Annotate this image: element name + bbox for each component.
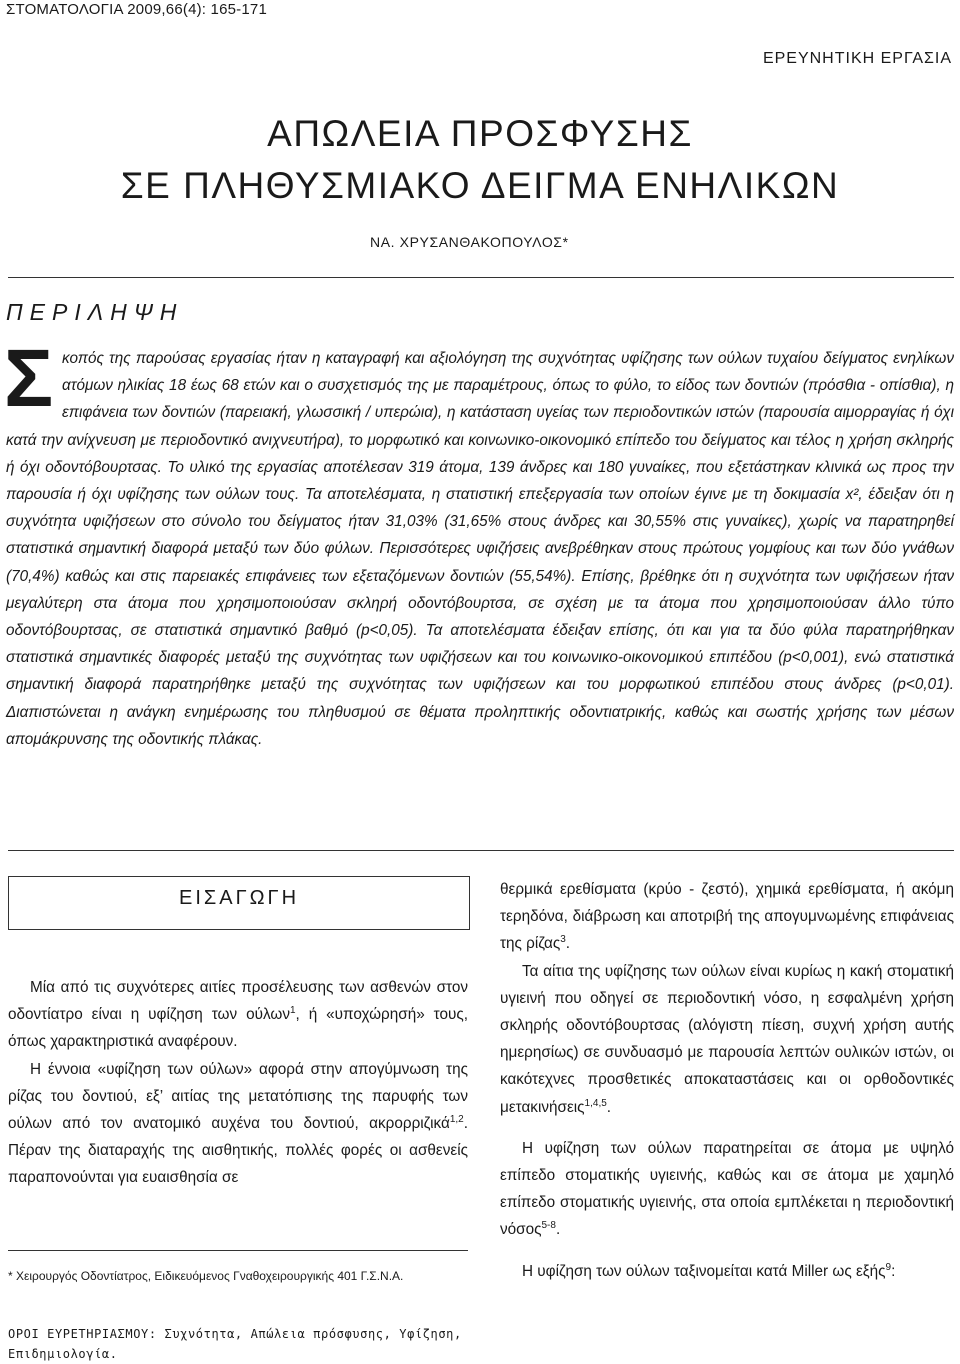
citation: 1,4,5 (584, 1097, 607, 1109)
abstract-text: κοπός της παρούσας εργασίας ήταν η καταγραφή και αξιολόγηση της συχνότητας υφίζησης των ούλων τυχαίου δείγματος ενηλίκων ατόμων ηλικίας 18 έως 68 ετών και ο συσχετισμός της με παραμέτρους, όπως το φύλο, το είδος των δοντιών (πρόσθια - οπίσθια), η επιφάνεια των δοντιών (παρειακή, γλωσσική / υπερώια), η κατάσταση υγείας των περιοδοντικών ιστών (παρουσία αιμορραγίας ή όχι κατά την ανίχνευση με περιοδοντικό ανιχνευτήρα), το μορφωτικό και κοινωνικο-οικονομικό επίπεδο του δείγματος και τέλος η χρήση σκληρής ή όχι οδοντόβουρτσας. Το υλικό της εργασίας αποτέλεσαν 319 άτομα, 139 άνδρες και 180 γυναίκες, που εξετάστηκαν κλινικά ως προς την παρουσία ή όχι υφίζησης των ούλων τους. Τα αποτελέσματα, η στατιστική επεξεργασία των οποίων έγινε με τη δοκιμασία x², έδειξαν ότι η συχνότητα υφιζήσεων στο σύνολο του δείγματος ήταν 31,03% (31,65% στους άνδρες και 30,55% στις γυναίκες), χωρίς να παρατηρηθεί στατιστικά σημαντική διαφορά μεταξύ των δύο φύλων. Περισσότερες υφιζήσεις ανεβρέθηκαν στους πρώτους γομφίους και των δύο γνάθων (70,4%) καθώς και στις παρειακές επιφάνειες των εξεταζόμενων δοντιών (55,54%). Επίσης, βρέθηκε ότι η συχνότητα των υφιζήσεων ήταν μεγαλύτερη στα άτομα που χρησιμοποιούσαν σκληρή οδοντόβουρτσα, σε σχέση με τα άτομα που χρησιμοποιούσαν άλλο τύπο οδοντόβουρτσας, σε στατιστικά σημαντικό βαθμό (p<0,05). Τα αποτελέσματα έδειξαν επίσης, ότι και για τα δύο φύλα παρατηρήθηκαν στατιστικά σημαντικές διαφορές μεταξύ της συχνότητας των υφιζήσεων και του κοινωνικο-οικονομικού επιπέδου (p<0,001), ενώ στατιστικά σημαντική διαφορά παρατηρήθηκε μεταξύ της συχνότητας των υφιζήσεων και του μορφωτικού επιπέδου στους άνδρες (p<0,01). Διαπιστώνεται η ανάγκη ενημέρωσης του πληθυσμού σε θέματα προληπτικής οδοντιατρικής, καθώς και σωστής χρήσης των μέσων απομάκρυνσης της οδοντικής πλάκας. (6, 350, 954, 748)
citation: 1,2 (449, 1113, 464, 1125)
article-type-label: ΕΡΕΥΝΗΤΙΚΗ ΕΡΓΑΣΙΑ (762, 50, 952, 67)
intro-paragraph-hygiene: Η υφίζηση των ούλων παρατηρείται σε άτομα με υψηλό επίπεδο στοματικής υγιεινής, καθώς και σε άτομα με χαμηλό επίπεδο στοματικής υγιεινής, στα οποία εμπλέκεται η περιοδοντική νόσος$^{5-8}$. (500, 1139, 954, 1239)
article-title-line-1: ΑΠΩΛΕΙΑ ΠΡΟΣΦΥΣΗΣ (267, 113, 693, 154)
article-title-line-2: ΣΕ ΠΛΗΘΥΣΜΙΑΚΟ ΔΕΙΓΜΑ ΕΝΗΛΙΚΩΝ (120, 165, 840, 206)
intro-paragraph-causes: Τα αίτια της υφίζησης των ούλων είναι κυρίως η κακή στοματική υγιεινή που οδηγεί σε περιοδοντική νόσο, η εσφαλμένη χρήση σκληρής οδοντόβουρτσας (αλόγιστη πίεση, συχνή χρήση αυτής ημερησίως) σε συνδυασμό με παρουσία λεπτών ουλικών ιστών, οι κακότεχνες προσθετικές αποκαταστάσεις και οι ορθοδοντικές μετακινήσεις$^{1,4,5}$. (500, 962, 954, 1116)
abstract-heading: ΠΕΡΙΛΗΨΗ (6, 299, 184, 325)
intro-paragraph-2: Η έννοια «υφίζηση των ούλων» αφορά στην απογύμνωση της ρίζας του δοντιού, εξ’ αιτίας της μετατόπισης της παρυφής των ούλων από τον ανατομικό αυχένα του δοντιού, ακρορριζικά$^{1,2}$. Πέραν της διαταραχής της αισθητικής, πολλές φορές οι ασθενείς παραπονούνται για ευαισθησία σε (8, 1060, 468, 1187)
intro-paragraph-miller: Η υφίζηση των ούλων ταξινομείται κατά Miller ως εξής$^9$: (522, 1261, 896, 1280)
citation: 9 (885, 1261, 892, 1273)
left-column (8, 974, 468, 1192)
journal-reference: ΣΤΟΜΑΤΟΛΟΓΙΑ 2009,66(4): 165-171 (6, 1, 267, 18)
abstract-body (6, 345, 954, 753)
top-divider (8, 277, 954, 278)
keywords-list: Συχνότητα, Απώλεια πρόσφυσης, Υφίζηση, Επιδημιολογία. (8, 1327, 462, 1361)
abstract-divider (8, 850, 954, 851)
keywords-label: ΟΡΟΙ ΕΥΡΕΤΗΡΙΑΣΜΟΥ: (8, 1327, 157, 1341)
citation: 3 (560, 934, 566, 946)
author-footnote: * Χειρουργός Οδοντίατρος, Ειδικευόμενος Γναθοχειρουργικής 401 Γ.Σ.Ν.Α. (8, 1269, 404, 1283)
citation: 1 (289, 1005, 296, 1017)
citation: 5-8 (541, 1220, 556, 1232)
footnote-divider (8, 1250, 468, 1251)
introduction-heading: ΕΙΣΑΓΩΓΗ (178, 887, 300, 909)
abstract-dropcap: Σ (4, 333, 54, 424)
keywords (8, 1324, 468, 1364)
right-column (500, 876, 954, 1285)
author-name: ΝΑ. ΧΡΥΣΑΝΘΑΚΟΠΟΥΛΟΣ* (370, 234, 569, 250)
intro-paragraph-1: Μία από τις συχνότερες αιτίες προσέλευσης των ασθενών στον οδοντίατρο είναι η υφίζηση των ούλων$^1$, ή «υποχώρησή» τους, όπως χαρακτηριστικά αναφέρουν. (8, 979, 468, 1051)
intro-paragraph-continued: θερμικά ερεθίσματα (κρύο - ζεστό), χημικά ερεθίσματα, ή ακόμη τερηδόνα, διάβρωση και αποτριβή της απογυμνωμένης επιφάνειας της ρίζας$^3$. (500, 881, 954, 953)
